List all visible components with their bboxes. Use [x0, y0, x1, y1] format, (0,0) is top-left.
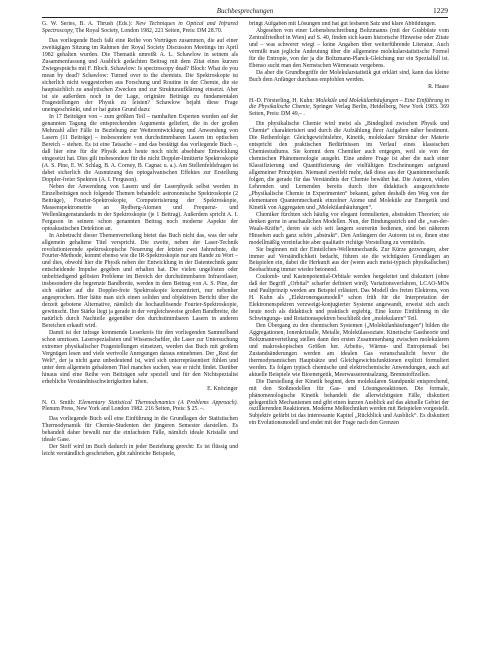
review-paragraph: In 17 Beiträgen von – zum größten Teil – namhaften Experten wurden auf der genannten Tagung die entsprechenden Argumente geliefert, die in der großen Mehrzahl aller Fälle in Beziehung zur Weiterentwicklung und Anwendung von Lasern (11 Beiträge) – insbesondere von durchstimmbaren Lasern im optischen Bereich – stehen. Es ist eine Tatsache – und das bestätigt das vorliegende Buch –, daß hier eine für die Physik auch heute noch nicht absehbare Entwicklung eingesetzt hat. Dies gilt insbesondere für die nicht Doppler-limitierte Spektroskopie (A. S. Pine, E. W. Schlag, B. A. Corney, B. Cagnac u. a.). Am Stellenfeldsfragen ist dabei sicherlich die Ausnutzung des optogalvanischen Effektes zur Erstellung Doppler-freier Spektren (A. I. Ferguson). — [42, 114, 238, 183]
review-paragraph: Die Darstellung der Kinetik beginnt, dem molekularen Standpunkt entsprechend, mit den Stoßmodellen für Gas- und Lösungsreaktionen. Die formale, phänomenologische Kinetik behandelt die allerwichtigsten Fälle, diskutiert gelegentlich Mechanismen und gibt einen kurzen Ausblick auf das aktuelle Gebiet der oszillierenden Reaktionen. Moderne Meßtechniken werden mit Beispielen vorgestellt. Subjektiv gefärbt ist das interessante Kapitel „Rückblick und Ausblick“. Es diskutiert ein Evolutionsmodell und endet mit der Frage nach den Grenzen — [249, 378, 449, 427]
review-book-title: New Techniques in Optical and Infrared Spectroscopy, — [42, 21, 238, 34]
review-heading — [42, 400, 238, 414]
left-column — [42, 21, 238, 657]
header-rule — [42, 17, 448, 18]
review-paragraph: Neben der Anwendung von Lasern und der Laserphysik selbst werden in Einzelbeiträgen noch folgende Themen behandelt: astronomische Spektroskopie (2 Beiträge), Fourier-Spektroskopie, Computerisierung der Spektroskopie, Massenspektrometrie an Rydberg-Atomen und Frequenz- und Wellenlängenstandards in der Spektroskopie (je 1 Beitrag). Außerdem spricht A. I. Ferguson in seinem schon genannten Beitrag noch moderne Aspekte der optoakustischen Detektion an. — [42, 183, 238, 232]
review-publisher: The Royal Society, London 1982, 221 Seiten, Preis: DM 28.70. — [75, 27, 223, 34]
review-book-title: Elementary Statistical Thermodynamics (A Problems Approach). — [78, 399, 238, 406]
reviewer-signature: R. Haase — [428, 83, 449, 90]
section-title: Buchbesprechungen — [216, 7, 274, 15]
review-authors: H.-D. Försterling, H. Kuhn: — [249, 97, 314, 104]
review-publisher: Plenum Press, New York and London 1982. 216 Seiten, Preis: $ 25. –. — [42, 406, 205, 413]
review-paragraph: Das vorliegende Buch faßt eine Reihe von Vorträgen zusammen, die auf einer zweitägigen Sitzung im Rahmen der Royal Society Discussion Meetings im April 1982 gehalten wurden. Die Thematik umreißt A. L. Schawlow in seinem als Zusammenfassung und Ausblick gedachten Beitrag mit dem Zitat eines kurzen Zwiegesprächs mit F. Bloch. Schawlow: Is spectroscopy dead? Bloch: What do you mean by dead? Schawlow: Turned over to the chemists. Die Spektroskopie ist sicherlich nicht weggestorben aus Forschung und Routine in der Chemie, die sie hauptsächlich zu analytischen Zwecken und zur Strukturaufklärung einsetzt. Aber ist sie außerdem noch in der Lage, originäre Beiträge zu fundamentalen Fragestellungen der Physik zu leisten? Schawlow bejaht diese Frage uneingeschränkt, und er hat guten Grund dazu: — [42, 37, 238, 114]
review-publisher: Springer Verlag Berlin, Heidelberg, New York 1983. 369 Seiten, Preis: DM 49,– . — [249, 104, 449, 118]
review-heading — [249, 98, 449, 119]
review-authors: N. O. Smith: — [42, 399, 76, 406]
review-paragraph: Da aber die Grundbegriffe der Molekularstatistik gut erklärt sind, kann das kleine Buch dem Anfänger durchaus empfohlen werden. — [249, 69, 449, 83]
right-column — [249, 21, 449, 657]
review-paragraph: Abgesehen von einer Lebensbeschreibung Boltzmanns (mit der Grabbüste vom Zentralfriedhof in Wien) auf S. 40, finden sich kaum historische Hinweise oder Zitate und – was schwerer wiegt – keine Angaben über weiterführende Literatur. Auch vermißt man jegliche Andeutung über die allgemeine molekularstatistische Formel für die Entropie, von der ja die Boltzmann-Planck-Gleichung nur ein Spezialfall ist. Ebenso sucht man den Nernstschen Wärmesatz vergebens. — [249, 27, 449, 69]
review-paragraph: Sie beginnen mit der Einteilchen-Wellenmechanik. Zur Kürze gezwungen, aber immer auf Verständlichkeit bedacht, führen sie die wichtigsten Grundlagen an Beispielen ein, dabei die Herkunft aus der (wenn auch meist-typisch physikalischen) Beobachtung immer wieder betonend. — [249, 246, 449, 274]
review-paragraph: Die physikalische Chemie wird meist als „Bindeglied zwischen Physik und Chemie“ charakterisiert und durch die Aufzählung ihrer Aufgaben näher bestimmt. Die Reihenfolge: Gleichgewichtslehre, Kinetik, molekulare Struktur der Materie entspricht den praktischen Bedürfnissen im Verlauf eines klassischen Chemiestudiums. Sie kommt dem Chemiker auch entgegen, weil sie von der chemischen Phänomenologie ausgeht. Eine andere Frage ist aber die nach einer Klassifizierung und Quantifizierung der vielfältigen Erscheinungen aufgrund allgemeiner Prinzipien. Niemand zweifelt mehr, daß diese aus der Quantenmechanik folgen, die gerade für das Verständnis der Chemie bewährt hat. Die Autoren, vielen Lehrenden und Lernenden bereits durch ihre didaktisch ausgezeichnete „Physikalische Chemie in Experimenten“ bekannt, gehen deshalb den Weg von der elementaren Quantenmechanik einzelner Atome und Moleküle zur Energetik und Kinetik von Aggregaten und „Molekülanhäufungen“. — [249, 121, 449, 211]
review-book-title: Moleküle und Molekülanhäufungen – Eine Einführung in die Physikalische Chemie, — [249, 97, 449, 111]
review-paragraph: Der Stoff wird im Buch dadurch in jeder Beziehung gerecht: Es ist flüssig und leicht verständlich geschrieben, gibt zahlreiche Beispiele, — [42, 444, 238, 458]
review-authors: G. W. Series, B. A. Thrush (Eds.): — [42, 21, 133, 27]
page-number: 1229 — [433, 6, 448, 15]
review-paragraph: In Anbetracht dieser Themenverteilung bietet das Buch nicht das, was der sehr allgemein gehaltene Titel verspricht. Die zweite, neben der Laser-Technik revolutionierende spektroskopische Neuerung der letzten zwei Jahrzehnte, die Fourier-Methode, kommt ebenso wie die IR-Spektroskopie nur am Rande zu Wort – und dies, obwohl hier die Physik neben der Entwicklung in der Datentechnik ganz entscheidende Impulse gegeben und erhalten hat. Die vielen ungelösten oder unbefriedigend gelösten Probleme im Bereich der durchstimmbaren Infrarotlaser, insbesondere die begrenzte Bandbreite, werden in dem Beitrag von A. S. Pine, der sich stärker auf die Doppler-freie Spektroskopie konzentriert, nur nebenher angesprochen. Hier hätte man sich einen soliden und objektiven Bericht über die derzeit gebotene Alternative, nämlich die hochauflösende Fourier-Spektroskopie, gewünscht. Ihre Stärke liegt ja gerade in der vergleichsweise großen Bandbreite, die natürlich durch Nachteile gegenüber den durchstimmbaren Lasern in anderen Bereichen erkauft wird. — [42, 232, 238, 329]
reviewer-signature: E. Knözinger — [207, 385, 238, 392]
review-heading — [42, 21, 238, 35]
review-paragraph: Das vorliegende Buch soll eine Einführung in die Grundlagen der Statistischen Thermodynamik für Chemie-Studenten der jüngeren Semester darstellen. Es behandelt daher bewußt nur die einfachsten Fälle, nämlich ideale Kristalle und ideale Gase. — [42, 416, 238, 444]
review-paragraph: Chemiker fürchten sich häufig vor elegant formulierten, abstrakten Theorien; sie denken gerne in anschaulichen Modellen. Nun, der Bindungsstrich und die „van-der-Waals-Kräfte“, deren sie sich seit langem souverän bedienen, sind bei näherem Hinsehen auch ganz schön „abstrakt“. Den Anfängern der Autoren ist es, ihnen eine modellmäßig vereinfachte aber qualitativ richtige Vorstellung zu vermitteln. — [249, 211, 449, 246]
review-paragraph: Den Übergang zu den chemischen Systemen („Molekülanhäufungen“) bilden die Aggregationen, Ionenkristalle, Metalle, Molekülassoziate. Kinetische Gastheorie und Boltzmannverteilung stellen dann den ersten Zusammenhang zwischen molekularen und makroskopischen Größen her. Arbeits-, Wärme- und Entropiemaß bei Zustandsänderungen werden am idealen Gas veranschaulicht bevor die thermodynamischen Hauptsätze und Gleichgewichtsfunktionen explizit formuliert werden. Es folgen typisch chemische und elektrochemische Anwendungen, auch auf aktuelle Beispiele wie Bioenergetik, Meerwasserentsalzung, Brennstoffzellen. — [249, 323, 449, 378]
review-paragraph: Coulomb- und Kastenpotential-Orbitale werden hergeleitet und diskutiert (ohne daß der Begriff „Orbital“ scharfer definiert wird); Variationsverfahren, LCAO-MOs und Pauliprinzip werden am Beispiel erläutert. Das Modell des freien Elektrons, von H. Kuhn als „Elektronengasmodell“ schon früh für die Interpretation der Elektronenspektren verzweigt-konjugierter Systeme angewandt, erweist sich auch heute noch als didaktisch und praktisch ergiebig. Eine kurze Einführung in die Schwingungs- und Rotationsspektren beschließt den „molekularen“ Teil. — [249, 274, 449, 323]
review-paragraph: bringt Aufgaben mit Lösungen und hat gut lesbaren Satz und klare Abbildungen. — [249, 21, 437, 27]
review-paragraph: Damit ist der infrage kommende Leserkreis für den vorliegenden Sammelband schon umrissen. Laserspezialisten und Wissenschaftler, die Laser zur Untersuchung extremer physikalischer Fragestellungen einsetzen, werden das Buch mit großem Vergnügen lesen und viele wertvolle Anregungen daraus entnehmen. Der „Rest der Welt“, der ja nicht ganz unbedeutend ist, wird sich unterrepräsentiert fühlen und unter dem allgemein gehaltenen Titel manches suchen, was er nicht findet. Darüber hinaus sind eine Reihe von Beiträgen sehr speziell und für den Nichtspezialist erhebliche Verständnisschwierigkeiten haben. — [42, 329, 238, 385]
